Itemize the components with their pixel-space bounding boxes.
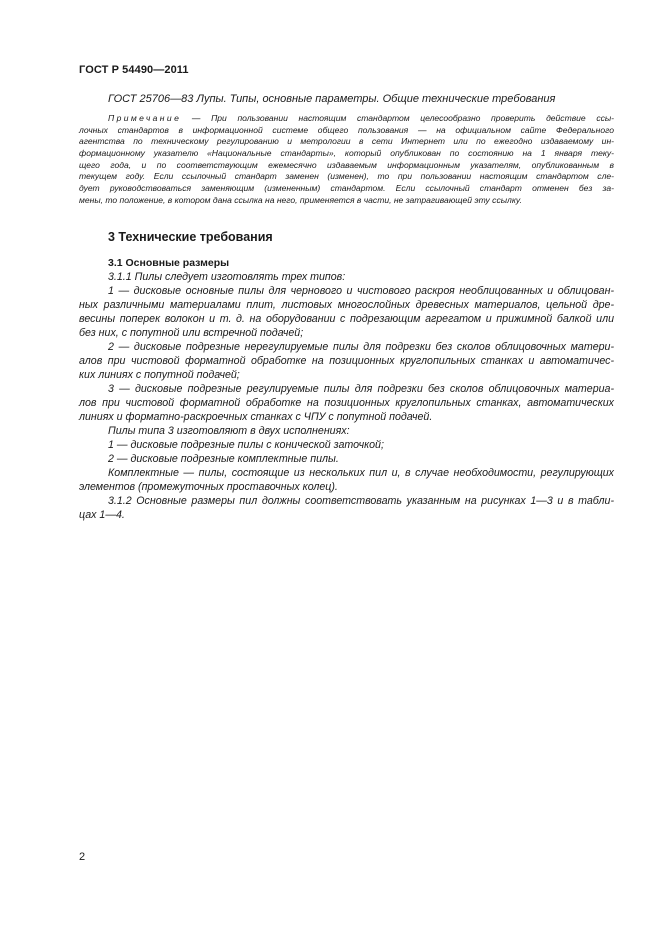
note-block xyxy=(79,113,614,206)
paragraph-type-1-line: ных различными материалами плит, листовых многослойных древесных материалов, цельной дре- xyxy=(79,299,614,312)
paragraph-type-2-line: алов при чистовой форматной обработке на позиционных круглопильных станках и автоматичес- xyxy=(79,355,614,368)
note-line: формационному указателю «Национальные стандарты», который опубликован по состоянию на 1 января теку- xyxy=(79,147,614,158)
page-number: 2 xyxy=(79,851,86,863)
paragraph-type-3-line: линиях и форматно-раскроечных станках с ЧПУ с попутной подачей. xyxy=(79,411,433,424)
note-line: лочных стандартов в информационной системе общего пользования — на официальном сайте Федерального xyxy=(79,124,614,135)
note-line: щего года, и по соответствующим ежемесячно издаваемым информационным указателям, опубликованным в xyxy=(79,159,614,170)
subsection-heading: 3.1 Основные размеры xyxy=(108,257,230,270)
running-header: ГОСТ Р 54490—2011 xyxy=(79,64,189,76)
note-label: Примечание xyxy=(108,113,182,123)
paragraph-complete-saws-line: элементов (промежуточных проставочных колец). xyxy=(79,481,338,494)
paragraph-type-1: 1 — дисковые основные пилы для чернового и чистового раскроя необлицованных и облицован- xyxy=(108,285,614,298)
paragraph-clause-3-1-2-line: цах 1—4. xyxy=(79,509,125,522)
paragraph-complete-saws: Комплектные — пилы, состоящие из нескольких пил и, в случае необходимости, регулирующих xyxy=(108,467,614,480)
paragraph-clause-3-1-1: 3.1.1 Пилы следует изготовлять трех типов: xyxy=(108,271,346,284)
note-line: дует руководствоваться заменяющим (измененным) стандартом. Если ссылочный стандарт отменен без за- xyxy=(79,182,614,193)
paragraph-type-3-versions: Пилы типа 3 изготовляют в двух исполнениях: xyxy=(108,425,350,438)
note-line: мены, то положение, в котором дана ссылка на него, применяется в части, не затрагивающей эту ссылку. xyxy=(79,194,522,205)
paragraph-version-2: 2 — дисковые подрезные комплектные пилы. xyxy=(108,453,339,466)
normative-reference: ГОСТ 25706—83 Лупы. Типы, основные параметры. Общие технические требования xyxy=(108,93,556,105)
paragraph-type-1-line: без них, с попутной или встречной подачей; xyxy=(79,327,304,340)
paragraph-type-2-line: ких линиях с попутной подачей; xyxy=(79,369,240,382)
body-text xyxy=(79,270,614,522)
note-line: Примечание — При пользовании настоящим стандартом целесообразно проверить действие ссы- xyxy=(108,113,614,123)
section-heading: 3 Технические требования xyxy=(108,230,273,245)
paragraph-type-3-line: лов при чистовой форматной обработке на позиционных круглопильных станках, автоматических xyxy=(79,397,614,410)
note-line: текущем году. Если ссылочный стандарт заменен (изменен), то при пользовании настоящим стандартом сле- xyxy=(79,171,614,182)
page-content xyxy=(79,92,614,522)
paragraph-version-1: 1 — дисковые подрезные пилы с конической заточкой; xyxy=(108,439,384,452)
paragraph-type-3: 3 — дисковые подрезные регулируемые пилы для подрезки без сколов облицовочных материа- xyxy=(108,383,614,396)
paragraph-type-1-line: весины поперек волокон и т. д. на оборудовании с подрезающим агрегатом и прижимной балкой или xyxy=(79,313,614,326)
note-line: агентства по техническому регулированию и метрологии в сети Интернет или по ежегодно издаваемому ин- xyxy=(79,136,614,147)
paragraph-type-2: 2 — дисковые подрезные нерегулируемые пилы для подрезки без сколов облицовочных матери- xyxy=(108,341,614,354)
paragraph-clause-3-1-2: 3.1.2 Основные размеры пил должны соответствовать указанным на рисунках 1—3 и в табли- xyxy=(108,495,614,508)
